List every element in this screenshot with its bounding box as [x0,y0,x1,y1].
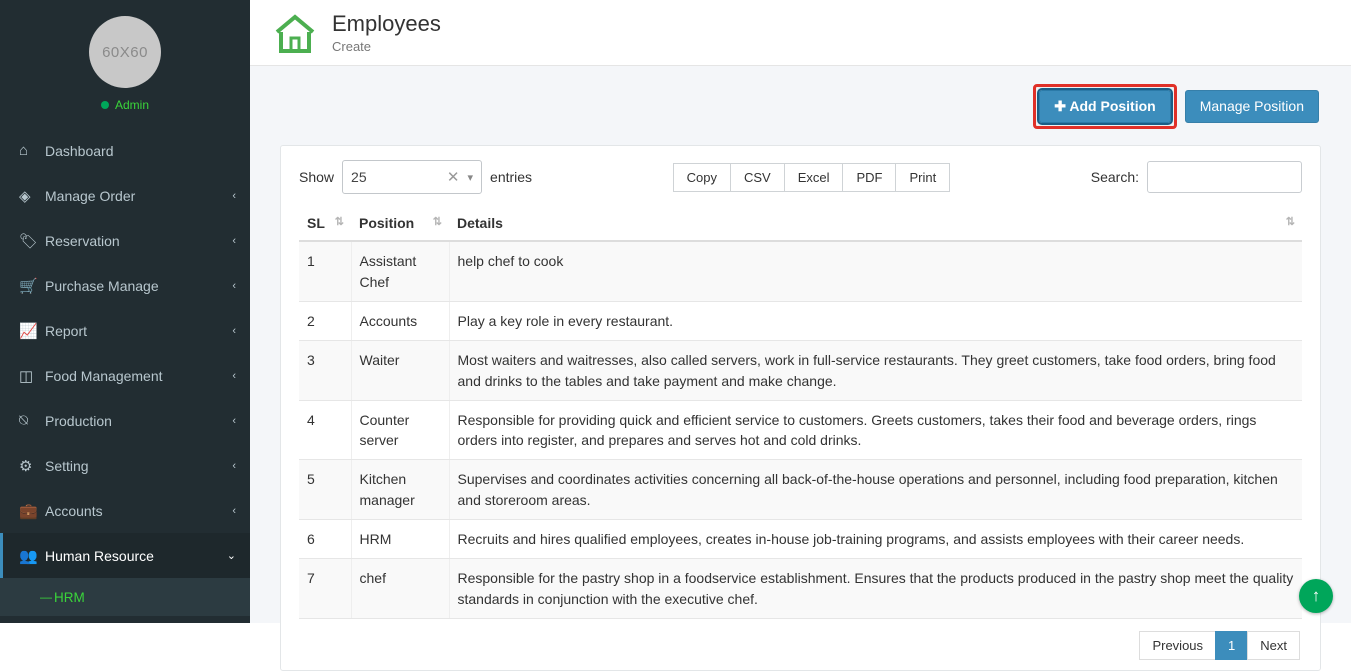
cell-sl: 4 [299,400,351,460]
manage-position-button[interactable]: Manage Position [1185,90,1319,123]
table-head [299,206,1302,241]
cell-position: Waiter [351,341,449,401]
chevron-right-icon: ‹ [232,189,236,202]
chevron-right-icon: ‹ [232,504,236,517]
page-content [250,66,1351,671]
page-length-select[interactable] [342,160,482,194]
box-icon: ◈ [19,187,31,205]
table-row [299,559,1302,619]
cell-details: Responsible for the pastry shop in a foodservice establishment. Ensures that the products produced in the pastry shop meet the quality standards in conjunction with the executive chef. [449,559,1302,619]
show-label: Show [299,169,335,186]
sidebar-subitem-hrm[interactable] [0,578,250,616]
table-row [299,520,1302,559]
arrow-up-icon: ↑ [1311,586,1321,605]
sidebar-item-accounts[interactable] [0,488,250,533]
pagination-page-1[interactable]: 1 [1215,631,1248,660]
search-group [1091,161,1302,193]
sidebar-item-label: Manage Order [45,187,136,204]
sidebar-item-label: Report [45,322,88,339]
scroll-to-top-button[interactable] [1299,579,1333,613]
cell-sl: 7 [299,559,351,619]
home-icon: ⌂ [19,142,29,159]
excel-button[interactable]: Excel [785,163,844,192]
briefcase-icon: 💼 [19,502,38,520]
cell-details: Responsible for providing quick and efficient service to customers. Greets customers, takes their food and beverage orders, rings orders into register, and prepares and serves hot and cold drinks. [449,400,1302,460]
add-position-highlight [1033,84,1176,129]
table-row [299,400,1302,460]
tag-icon: 🏷 [19,232,39,250]
chevron-down-icon: ⌄ [226,550,236,562]
avatar-label: 60X60 [102,43,148,61]
print-button[interactable]: Print [896,163,950,192]
gear-icon: ⚙ [19,457,33,475]
sort-icon: ⇅ [432,216,441,229]
sidebar-item-purchase-manage[interactable] [0,263,250,308]
cell-sl: 3 [299,341,351,401]
sidebar-item-setting[interactable] [0,443,250,488]
profile-status [0,98,250,112]
page-header-texts [332,11,441,54]
close-icon[interactable]: ✕ [446,169,460,187]
cell-position: chef [351,559,449,619]
bullet-icon: — [40,590,52,604]
csv-button[interactable]: CSV [731,163,785,192]
cell-position: Accounts [351,301,449,340]
sidebar-submenu-human-resource [0,578,250,616]
sidebar-item-label: Human Resource [45,547,154,564]
sidebar-item-manage-order[interactable] [0,173,250,218]
chevron-right-icon: ‹ [232,279,236,292]
search-input[interactable] [1147,161,1302,193]
pagination-previous[interactable]: Previous [1139,631,1216,660]
cell-position: Assistant Chef [351,241,449,301]
cell-position: HRM [351,520,449,559]
column-label: Details [457,215,503,232]
chevron-right-icon: ‹ [232,369,236,382]
cell-details: Recruits and hires qualified employees, creates in-house job-training programs, and assists employees with their career needs. [449,520,1302,559]
table-body [299,241,1302,618]
cell-details: Supervises and coordinates activities concerning all back-of-the-house operations and personnel, including food preparation, kitchen and storeroom areas. [449,460,1302,520]
sidebar-item-label: Dashboard [45,142,114,159]
column-header-details[interactable] [449,206,1302,241]
table-row [299,460,1302,520]
table-row [299,241,1302,301]
positions-panel [280,145,1321,671]
chevron-down-icon: ▾ [467,171,474,184]
sidebar-item-reservation[interactable] [0,218,250,263]
page-header [250,0,1351,66]
column-header-position[interactable] [351,206,449,241]
sidebar-item-food-management[interactable] [0,353,250,398]
sidebar [0,0,250,623]
entries-label: entries [490,169,533,186]
pdf-button[interactable]: PDF [843,163,896,192]
page-length-value: 25 [351,169,367,186]
cell-details: help chef to cook [449,241,1302,301]
profile-status-label: Admin [114,98,149,112]
cell-position: Kitchen manager [351,460,449,520]
cell-details: Play a key role in every restaurant. [449,301,1302,340]
main-area [250,0,1351,653]
pagination [299,631,1302,660]
sidebar-item-label: Food Management [45,367,163,384]
table-row [299,341,1302,401]
cart-icon: 🛒 [19,277,38,295]
sidebar-subitem-label: HRM [54,589,85,605]
cell-sl: 6 [299,520,351,559]
plus-circle-icon: ✚ [1054,98,1066,114]
sidebar-item-label: Reservation [45,232,120,249]
column-label: Position [359,215,415,232]
sidebar-item-report[interactable] [0,308,250,353]
cell-sl: 2 [299,301,351,340]
cell-sl: 5 [299,460,351,520]
page-title: Employees [332,10,441,36]
table-header-row [299,206,1302,241]
chevron-right-icon: ‹ [232,414,236,427]
page-subtitle: Create [332,39,372,55]
production-icon: ⍉ [19,412,29,429]
online-status-icon [101,101,109,109]
sidebar-profile [0,0,250,122]
sort-icon: ⇅ [1285,216,1294,229]
sidebar-item-label: Production [45,412,112,429]
column-header-sl[interactable] [299,206,351,241]
chevron-right-icon: ‹ [232,324,236,337]
positions-table [299,206,1302,619]
users-icon: 👥 [19,547,38,565]
pagination-next[interactable]: Next [1247,631,1300,660]
chevron-right-icon: ‹ [232,234,236,247]
chevron-right-icon: ‹ [232,459,236,472]
cell-details: Most waiters and waitresses, also called servers, work in full-service restaurants. They greet customers, take food orders, bring food and drinks to the tables and take payment and make change. [449,341,1302,401]
avatar [89,16,161,88]
action-buttons-row [280,84,1321,129]
add-position-button[interactable] [1039,90,1170,123]
cell-sl: 1 [299,241,351,301]
chart-icon: 📈 [19,322,38,340]
copy-button[interactable]: Copy [673,163,731,192]
home-icon [272,11,318,55]
sidebar-item-label: Accounts [45,502,103,519]
sidebar-item-human-resource[interactable] [0,533,250,578]
page-length-group [299,160,532,194]
export-buttons [673,163,951,192]
sidebar-nav [0,128,250,616]
sidebar-item-label: Setting [45,457,89,474]
add-position-label: Add Position [1069,98,1156,114]
table-row [299,301,1302,340]
search-label: Search: [1090,169,1139,186]
cube-icon: ◫ [19,367,34,385]
cell-position: Counter server [351,400,449,460]
sidebar-item-production[interactable] [0,398,250,443]
sidebar-item-dashboard[interactable] [0,128,250,173]
sort-icon: ⇅ [334,216,343,229]
sidebar-item-label: Purchase Manage [45,277,159,294]
column-label: SL [307,215,325,232]
table-controls [299,160,1302,194]
